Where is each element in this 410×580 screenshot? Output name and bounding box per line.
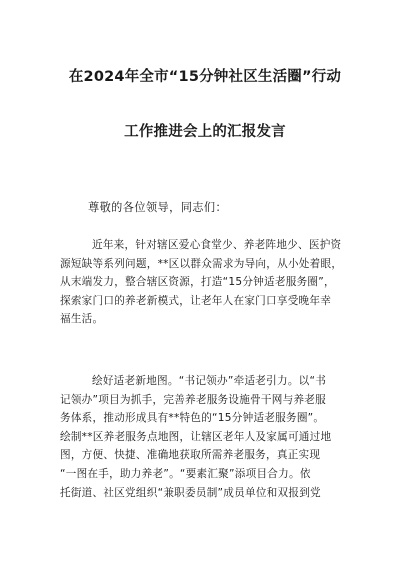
paragraph-1-line: 源短缺等系列问题，**区以群众需求为导向，从小处着眼，	[60, 257, 343, 270]
paragraph-1	[60, 236, 360, 329]
paragraph-1-line: 近年来，针对辖区爱心食堂少、养老阵地少、医护资	[92, 239, 342, 251]
paragraph-2-line: “一图在手，助力养老”。“要素汇聚”添项目合力。依	[60, 467, 311, 480]
paragraph-2-line: 绘好适老新地图。“书记领办”牵适老引力。以“书	[92, 375, 327, 387]
paragraph-2-line: 绘制**区养老服务点地图，让辖区老年人及家属可通过地	[60, 430, 332, 443]
document-title-line-2: 工作推进会上的汇报发言	[124, 124, 286, 140]
paragraph-2	[60, 372, 360, 502]
paragraph-2-line: 务体系，推动形成具有**特色的“15分钟适老服务圈”。	[60, 412, 325, 425]
paragraph-1-line: 探索家门口的养老新模式，让老年人在家门口享受晚年幸	[60, 294, 332, 307]
document-title-line-1: 在2024年全市“15分钟社区生活圈”行动	[68, 69, 342, 85]
paragraph-1-line: 福生活。	[60, 313, 104, 326]
paragraph-2-line: 图，方便、快捷、准确地获取所需养老服务，真正实现	[60, 449, 321, 462]
salutation: 尊敬的各位领导，同志们：	[88, 201, 228, 214]
paragraph-2-line: 托街道、社区党组织“兼职委员制”成员单位和双报到党	[60, 486, 321, 499]
paragraph-1-line: 从末端发力，整合辖区资源，打造“15分钟适老服务圈”，	[60, 276, 335, 289]
paragraph-2-line: 记领办”项目为抓手，完善养老服务设施骨干网与养老服	[60, 393, 326, 406]
